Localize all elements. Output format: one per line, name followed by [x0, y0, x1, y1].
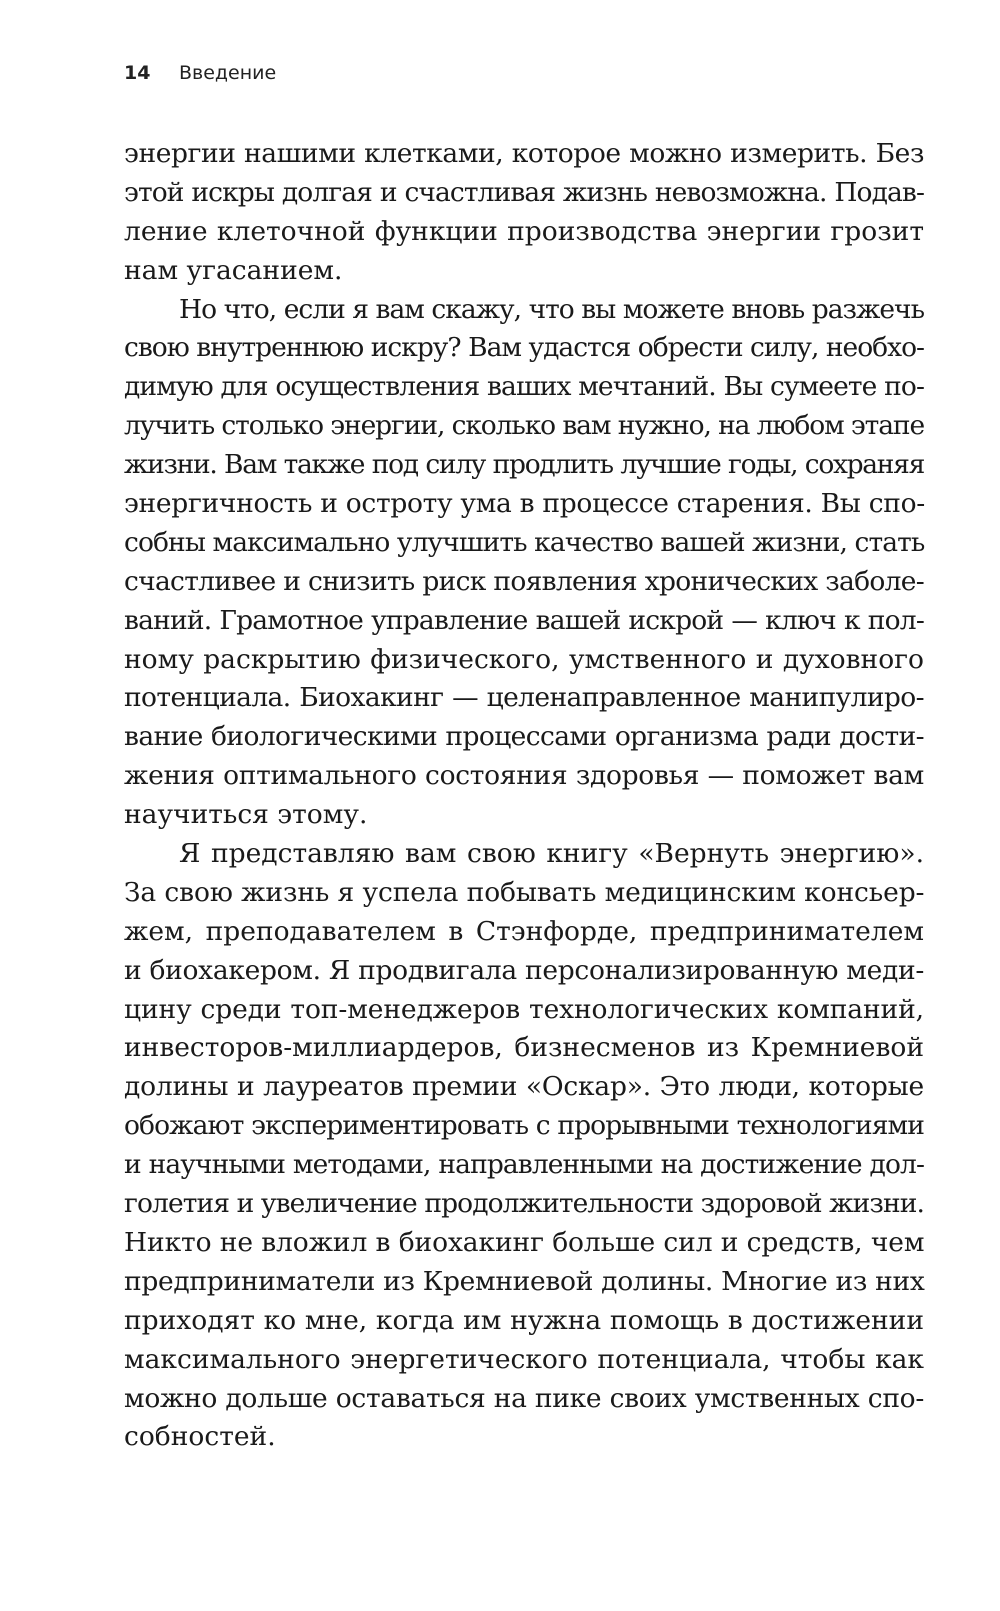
- text-line: приходят ко мне, когда им нужна помощь в достижении: [124, 1304, 924, 1336]
- text-line: ваний. Грамотное управление вашей искрой — ключ к пол-: [124, 604, 924, 636]
- text-line: долины и лауреатов премии «Оскар». Это люди, которые: [124, 1071, 924, 1103]
- section-title: Введение: [179, 62, 277, 84]
- text-line: нам угасанием.: [124, 254, 343, 286]
- text-line: лучить столько энергии, сколько вам нужно, на любом этапе: [124, 410, 925, 442]
- text-line: этой искры долгая и счастливая жизнь невозможна. Подав-: [124, 176, 924, 208]
- running-head: [124, 62, 276, 84]
- body-text: [124, 135, 924, 1457]
- text-line: можно дольше оставаться на пике своих умственных спо-: [124, 1382, 924, 1414]
- text-line: Я представляю вам свою книгу «Вернуть энергию».: [179, 838, 924, 870]
- text-line: жения оптимального состояния здоровья — поможет вам: [124, 760, 924, 792]
- text-line: максимального энергетического потенциала, чтобы как: [124, 1343, 924, 1375]
- text-line: счастливее и снизить риск появления хронических заболе-: [124, 565, 924, 597]
- text-line: За свою жизнь я успела побывать медицинским консьер-: [124, 876, 925, 908]
- text-line: ному раскрытию физического, умственного и духовного: [124, 643, 924, 675]
- text-line: потенциала. Биохакинг — целенаправленное манипулиро-: [124, 682, 924, 714]
- text-line: предприниматели из Кремниевой долины. Многие из них: [124, 1265, 925, 1297]
- text-line: обожают экспериментировать с прорывными технологиями: [124, 1110, 924, 1142]
- text-line: собностей.: [124, 1421, 276, 1453]
- text-line: димую для осуществления ваших мечтаний. Вы сумеете по-: [124, 371, 924, 403]
- text-line: научиться этому.: [124, 799, 368, 831]
- text-line: энергии нашими клетками, которое можно измерить. Без: [124, 138, 924, 169]
- text-line: собны максимально улучшить качество вашей жизни, стать: [124, 526, 925, 558]
- text-line: инвесторов-миллиардеров, бизнесменов из Кремниевой: [124, 1032, 924, 1064]
- text-line: Никто не вложил в биохакинг больше сил и средств, чем: [124, 1226, 925, 1258]
- text-line: жизни. Вам также под силу продлить лучшие годы, сохраняя: [124, 449, 924, 481]
- text-line: Но что, если я вам скажу, что вы можете вновь разжечь: [179, 293, 924, 325]
- text-line: свою внутреннюю искру? Вам удастся обрести силу, необхо-: [124, 332, 924, 364]
- text-line: и биохакером. Я продвигала персонализированную меди-: [124, 954, 924, 986]
- text-line: вание биологическими процессами организма ради дости-: [124, 721, 924, 753]
- text-line: энергичность и остроту ума в процессе старения. Вы спо-: [124, 488, 925, 520]
- text-line: цину среди топ-менеджеров технологических компаний,: [124, 993, 924, 1025]
- text-line: ление клеточной функции производства энергии грозит: [124, 215, 924, 247]
- page-number: 14: [124, 62, 151, 84]
- text-line: жем, преподавателем в Стэнфорде, предпринимателем: [124, 915, 924, 947]
- text-line: голетия и увеличение продолжительности здоровой жизни.: [124, 1188, 925, 1220]
- text-line: и научными методами, направленными на достижение дол-: [124, 1149, 924, 1181]
